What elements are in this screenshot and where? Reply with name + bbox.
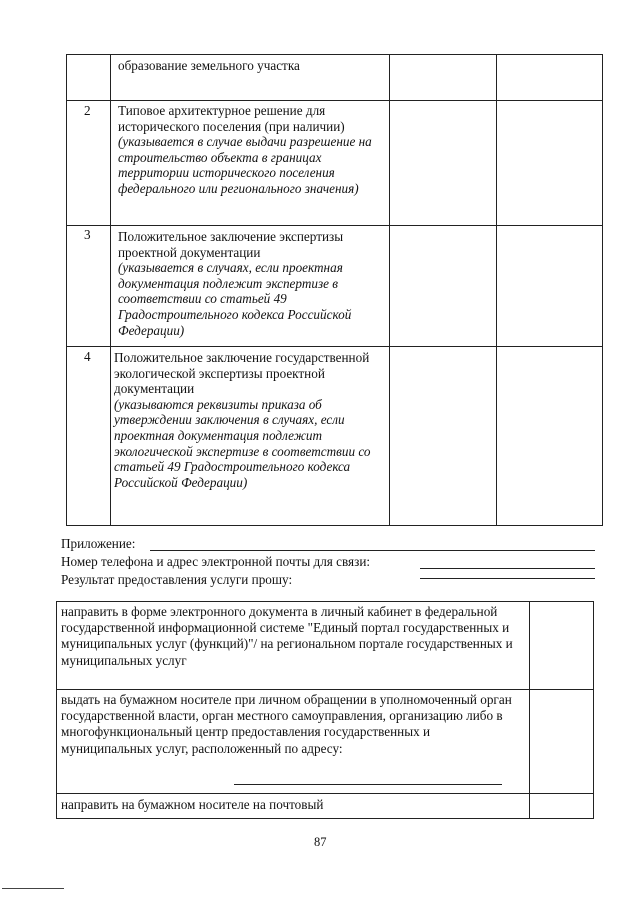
- row-number: 2: [84, 103, 91, 118]
- table-row: [118, 103, 386, 197]
- table-border: [66, 225, 603, 226]
- table-border: [56, 818, 594, 819]
- row-text: образование земельного участка: [118, 58, 300, 73]
- address-input-line[interactable]: [234, 784, 502, 785]
- checkbox-cell-electronic[interactable]: [530, 602, 593, 689]
- footnote-rule: [2, 888, 64, 889]
- table-row: [118, 229, 386, 338]
- table-border: [66, 54, 67, 526]
- row-note: (указывается в случае выдачи разрешение на строительство объекта в границах территории исторического поселения федерального или регионального значения): [118, 134, 372, 196]
- table-row: [118, 58, 383, 74]
- row-text: Положительное заключение государственной экологической экспертизы проектной документации: [114, 350, 370, 397]
- row-text: Положительное заключение экспертизы проектной документации: [118, 229, 344, 260]
- row-text: Типовое архитектурное решение для исторического поселения (при наличии): [118, 103, 345, 134]
- contact-label: Номер телефона и адрес электронной почты для связи:: [61, 554, 371, 569]
- checkbox-cell-in-person[interactable]: [530, 690, 593, 793]
- option-in-person: выдать на бумажном носителе при личном обращении в уполномоченный орган государственной власти, орган местного самоуправления, организацию либо в многофункциональный центр предоставления государственных и муниципальных услуг, расположенный по адресу:: [61, 692, 512, 756]
- table-border: [496, 54, 497, 526]
- row-number: 3: [84, 227, 91, 242]
- table-border: [56, 793, 594, 794]
- page-number: 87: [314, 835, 327, 849]
- checkbox-cell-mail[interactable]: [530, 794, 593, 818]
- table-border: [56, 601, 594, 602]
- contact-input-line-2[interactable]: [420, 578, 595, 579]
- table-border: [593, 601, 594, 819]
- table-border: [602, 54, 603, 526]
- table-row: [114, 350, 384, 490]
- appendix-label: Приложение:: [61, 536, 136, 551]
- row-note: (указывается в случаях, если проектная документация подлежит экспертизе в соответствии со статьей 49 Градостроительного кодекса Российской Федерации): [118, 260, 352, 338]
- table-border: [66, 346, 603, 347]
- table-border: [389, 54, 390, 526]
- result-label: Результат предоставления услуги прошу:: [61, 572, 293, 587]
- table-border: [56, 601, 57, 819]
- row-number: 4: [84, 349, 91, 364]
- option-electronic: направить в форме электронного документа в личный кабинет в федеральной государственной информационной системе "Единый портал государственных и муниципальных услуг (функций)"/ на региональном портале государственных и муниципальных услуг: [61, 604, 513, 668]
- table-border: [66, 525, 603, 526]
- contact-input-line[interactable]: [420, 568, 595, 569]
- row-note: (указываются реквизиты приказа об утверждении заключения в случаях, если проектная документация подлежит экологической экспертизе в соответствии со статьей 49 Градостроительного кодекса Российской Федерации): [114, 396, 371, 490]
- table-border: [66, 54, 603, 55]
- table-border: [66, 100, 603, 101]
- option-mail: направить на бумажном носителе на почтовый: [61, 797, 324, 812]
- table-border: [110, 54, 111, 526]
- appendix-input-line[interactable]: [150, 550, 595, 551]
- table-border: [56, 689, 594, 690]
